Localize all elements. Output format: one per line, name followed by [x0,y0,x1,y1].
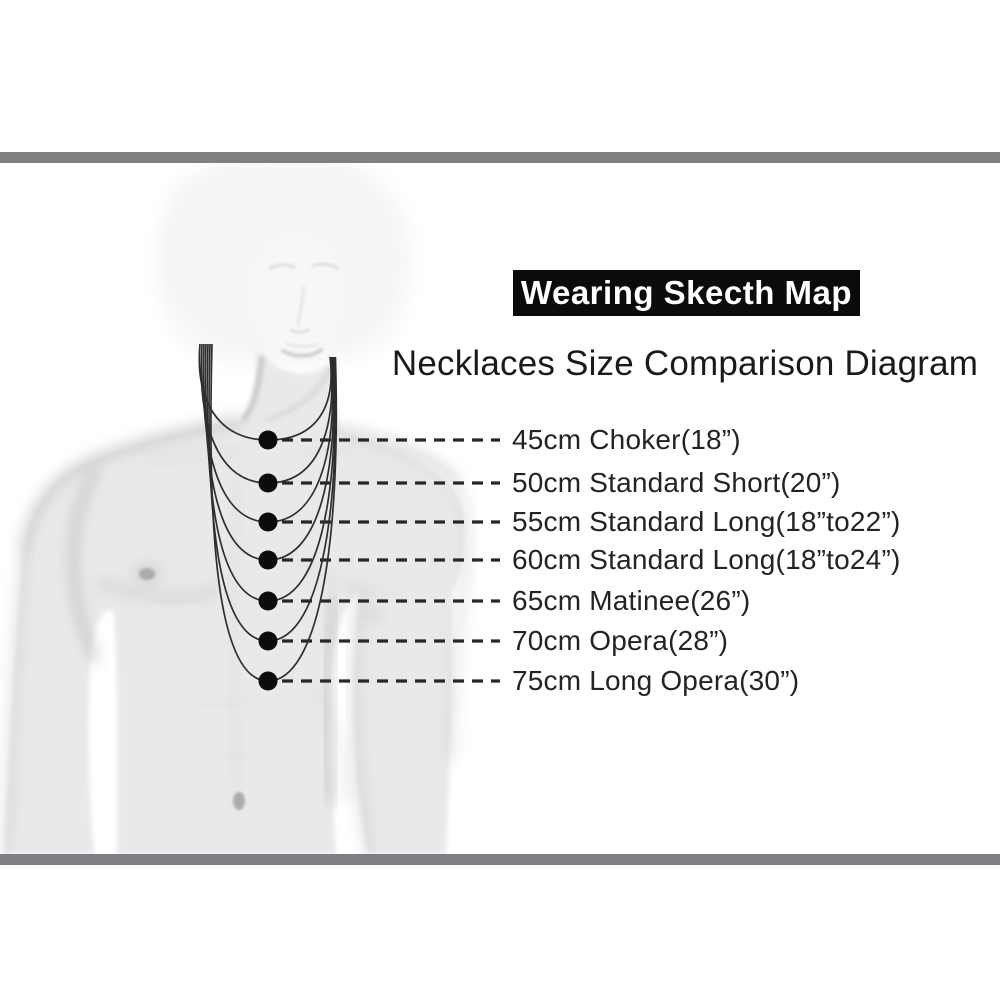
banner-label: Wearing Skecth Map [520,274,853,311]
body-silhouette [4,350,465,854]
necklace-size-label: 70cm Opera(28”) [512,625,729,656]
diagram-title: Necklaces Size Comparison Diagram [391,344,979,383]
necklace-length-dot [259,513,278,532]
necklace-length-dot [259,474,278,493]
torso-sketch [4,150,467,854]
left-nipple [139,568,155,580]
necklace-length-dot [259,431,278,450]
necklace-length-dot [259,632,278,651]
necklace-size-label: 60cm Standard Long(18”to24”) [512,544,901,575]
face-shape [244,228,348,360]
necklace-size-label: 50cm Standard Short(20”) [512,467,841,498]
necklace-size-label: 65cm Matinee(26”) [512,585,751,616]
navel [233,792,245,810]
necklace-length-dot [259,592,278,611]
necklace-size-label: 55cm Standard Long(18”to22”) [512,506,901,537]
necklace-length-dot [259,672,278,691]
necklace-size-label: 75cm Long Opera(30”) [512,665,800,696]
necklace-length-dot [259,551,278,570]
banner [513,270,860,316]
necklace-size-label: 45cm Choker(18”) [512,424,741,455]
right-nipple [364,608,380,620]
